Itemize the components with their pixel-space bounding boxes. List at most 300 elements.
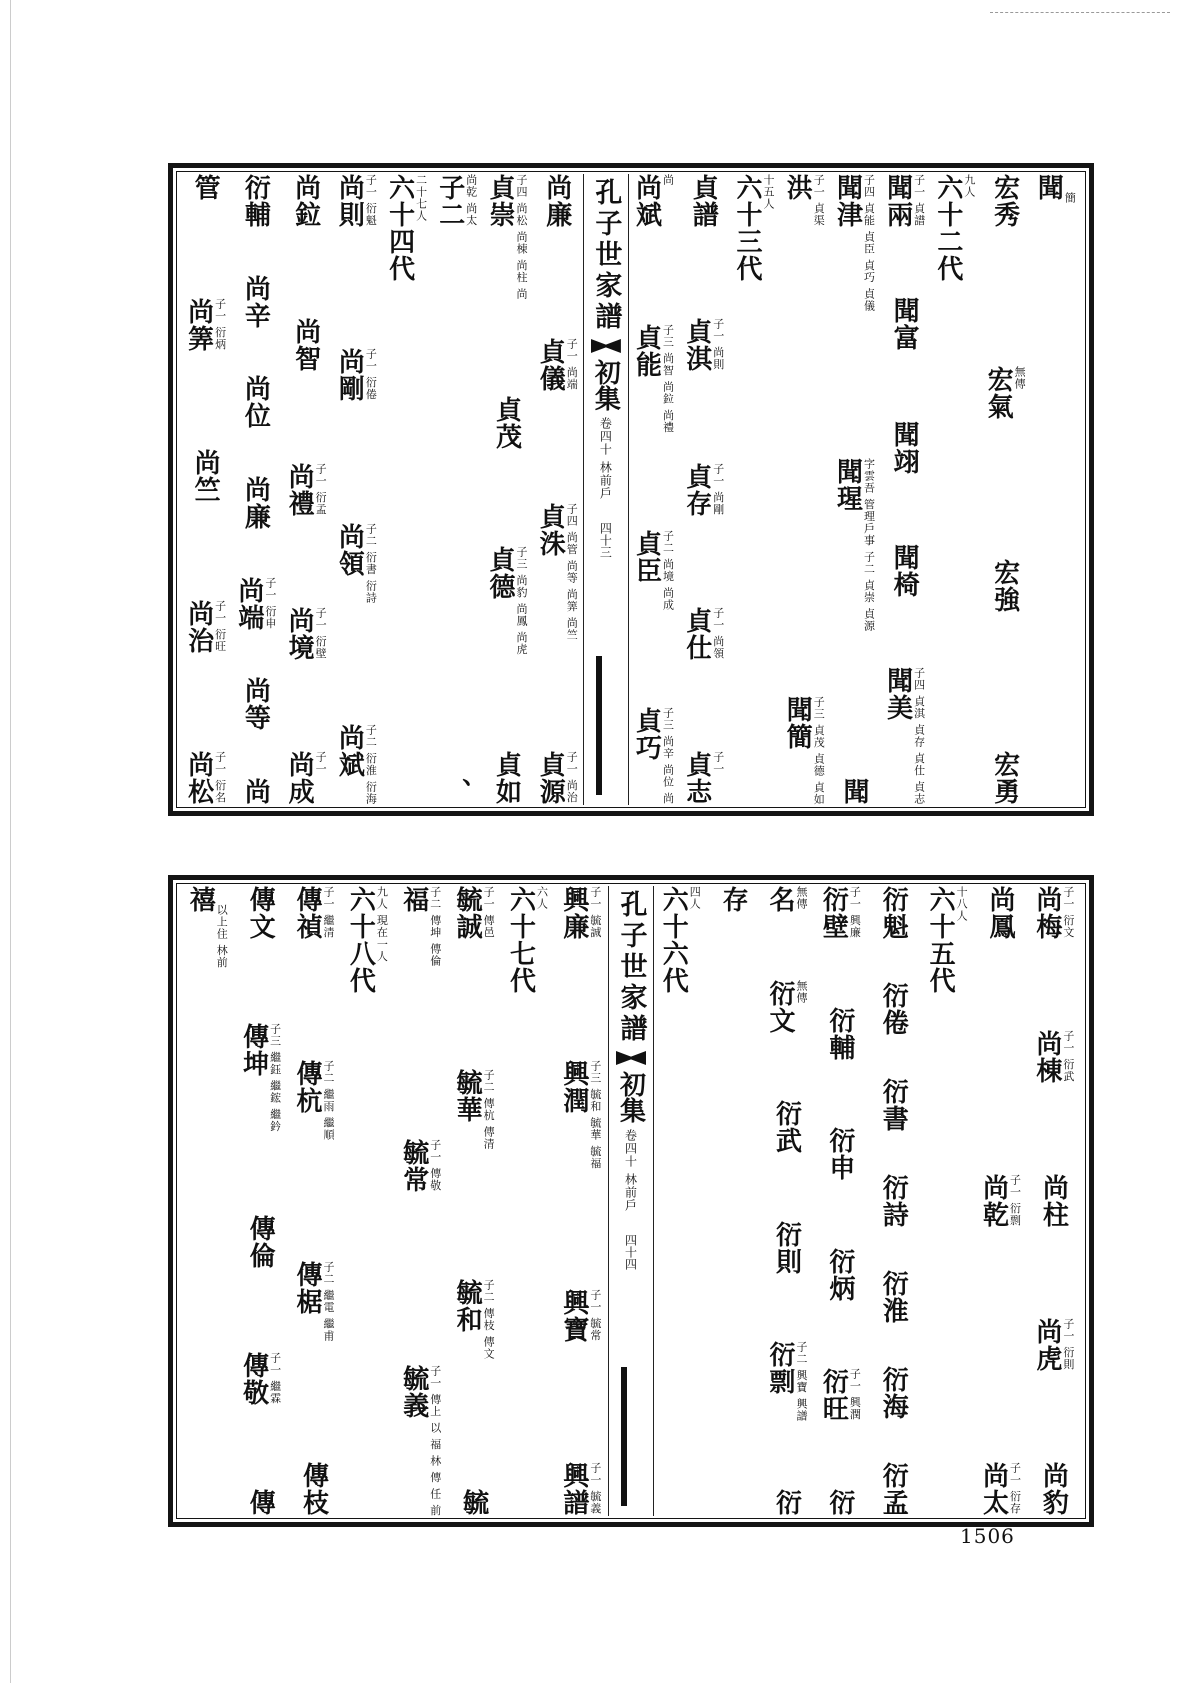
generation-heading-column	[729, 174, 779, 805]
person-note: 子一 貞渠	[812, 174, 826, 227]
generation-heading: 六十八代	[345, 886, 376, 994]
genealogy-entry	[238, 1022, 282, 1133]
genealogy-entry	[989, 558, 1020, 613]
person-note: 子一 尚則	[711, 318, 725, 371]
person-name: 衍詩	[878, 1174, 909, 1228]
person-name: 禧	[185, 886, 216, 913]
genealogy-entry	[384, 174, 428, 296]
generation-heading: 六十六代	[658, 886, 689, 994]
genealogy-entry	[660, 886, 701, 1008]
genealogy-column	[234, 886, 287, 1516]
genealogy-column	[629, 174, 679, 805]
genealogy-entry	[1035, 174, 1076, 204]
person-name: 聞兩	[882, 174, 913, 228]
bowtie-mark	[616, 1051, 646, 1065]
book-title: 孔子世家譜	[590, 178, 622, 333]
genealogy-entry	[880, 1174, 908, 1228]
genealogy-entry	[541, 174, 572, 228]
genealogy-entry	[1031, 1318, 1075, 1372]
folio-number: 四十三	[598, 521, 613, 558]
person-name: 聞津	[832, 174, 863, 228]
person-name: 衍魁	[878, 886, 909, 940]
person-name: 衍倦	[878, 982, 909, 1036]
person-note: 字雲吾 管理戶事 子二 貞崇 貞源	[862, 458, 876, 632]
binding-line	[10, 0, 11, 1683]
genealogy-entry	[631, 324, 675, 434]
genealogy-entry	[784, 696, 825, 806]
genealogy-entry	[487, 546, 528, 656]
person-name: 貞儀	[535, 338, 566, 393]
genealogy-entry	[291, 1060, 335, 1141]
person-note: 子一 尚剛	[711, 462, 725, 515]
person-name: 管	[190, 174, 221, 201]
person-name: 尚廉	[240, 475, 271, 530]
person-note: 尚	[661, 174, 675, 186]
scan-edge-line	[990, 12, 1170, 13]
person-name: 尚松	[183, 751, 214, 805]
genealogy-entry	[824, 1488, 855, 1516]
person-name: 尚端	[233, 576, 264, 631]
volume-label: 卷四十 林前戶	[623, 1129, 638, 1212]
genealogy-entry	[300, 1462, 328, 1516]
genealogy-column	[231, 174, 281, 805]
genealogy-entry	[764, 979, 808, 1034]
person-name: 尚成	[284, 751, 315, 805]
person-note: 子四 貞淇 貞存 貞仕 貞志	[912, 667, 926, 805]
generation-heading-column	[501, 886, 554, 1516]
person-name: 貞德	[485, 545, 516, 600]
person-name: 存	[718, 886, 749, 913]
person-name: 尚筭	[183, 298, 214, 352]
person-name: 貞茂	[491, 395, 522, 450]
person-note: 子二 傳枝 傳文	[482, 1279, 496, 1360]
person-name: 傳	[245, 1489, 276, 1516]
genealogy-entry	[1031, 886, 1075, 940]
genealogy-entry	[731, 174, 775, 296]
person-note: 子三 尚辛 尚位 尚	[661, 707, 675, 805]
person-note: 子四 尚管 尚等 尚筭 尚竺	[565, 502, 579, 641]
generation-heading-column	[930, 174, 980, 805]
genealogy-entry	[932, 174, 976, 296]
person-note: 無傳	[794, 979, 808, 1004]
genealogy-entry	[242, 375, 270, 429]
person-name: 衍剽	[764, 1341, 795, 1396]
genealogy-entry	[558, 1059, 602, 1170]
person-name: 、	[441, 778, 472, 805]
person-note: 子一 衍文	[1061, 886, 1075, 939]
genealogy-entry	[491, 750, 522, 805]
person-note: 子一 衍武	[1061, 1030, 1075, 1083]
genealogy-entry	[891, 421, 919, 475]
person-note: 子一 尚端	[565, 338, 579, 391]
person-note: 子一 衍壁	[314, 606, 328, 660]
genealogy-entry	[820, 886, 861, 940]
genealogy-entry	[247, 1215, 275, 1269]
genealogy-entry	[242, 778, 270, 805]
genealogy-entry	[880, 982, 908, 1036]
person-note: 子二 衍書 衍詩	[364, 522, 378, 604]
person-name: 傳禎	[291, 886, 322, 940]
person-name: 傳敬	[238, 1352, 269, 1407]
person-name: 尚棟	[1031, 1030, 1062, 1084]
person-name: 尚則	[334, 174, 365, 228]
genealogy-entry	[880, 1270, 908, 1324]
genealogy-entry	[183, 298, 227, 352]
genealogy-entry	[773, 1221, 801, 1275]
generation-heading-column	[654, 886, 707, 1516]
genealogy-entry	[491, 395, 522, 450]
genealogy-entry	[192, 449, 220, 503]
person-name: 尚廉	[541, 174, 572, 228]
person-name: 聞	[838, 778, 869, 805]
genealogy-column	[332, 174, 382, 805]
person-name: 尚辛	[240, 274, 271, 329]
person-name: 傳椐	[291, 1261, 322, 1315]
person-note: 子一 衍炳	[213, 298, 227, 351]
person-note: 子一	[314, 751, 328, 775]
person-name: 名	[764, 886, 795, 913]
person-name: 衍輔	[240, 174, 271, 228]
edition-label: 初集	[615, 1071, 646, 1123]
genealogy-entry	[1040, 1174, 1068, 1228]
person-note: 子三 尚智 尚鉝 尚禮	[661, 324, 675, 434]
person-note: 以上住 林前	[215, 904, 229, 969]
person-name: 尚鉝	[290, 174, 321, 228]
person-name: 尚智	[290, 318, 321, 373]
person-name: 尚斌	[334, 723, 365, 778]
person-name: 洪	[782, 174, 813, 201]
genealogy-entry	[690, 174, 718, 228]
person-name: 尚鳳	[984, 886, 1015, 940]
person-note: 子二 繼電 繼甫	[321, 1261, 335, 1342]
page-number: 1506	[960, 1524, 1015, 1548]
person-name: 衍淮	[878, 1270, 909, 1324]
person-name: 宏氣	[983, 366, 1014, 421]
person-name: 傳文	[245, 886, 276, 940]
person-note: 子二 尚境 尚成	[661, 530, 675, 612]
genealogy-entry	[487, 174, 528, 300]
genealogy-entry	[558, 1462, 602, 1516]
person-name: 聞	[1033, 174, 1064, 201]
genealogy-entry	[336, 523, 377, 604]
genealogy-column	[679, 174, 729, 805]
genealogy-entry	[980, 1174, 1021, 1228]
person-name: 貞存	[681, 462, 712, 517]
person-name: 衍海	[878, 1366, 909, 1420]
genealogy-column	[432, 174, 482, 805]
person-name: 衍孟	[878, 1462, 909, 1516]
genealogy-entry	[891, 297, 919, 351]
genealogy-entry	[398, 1138, 442, 1193]
genealogy-entry	[882, 667, 926, 805]
upper-register	[168, 163, 1094, 816]
person-name: 興潤	[558, 1059, 589, 1114]
genealogy-entry	[286, 463, 327, 517]
person-name: 衍	[824, 1488, 855, 1516]
person-note: 子一 衍魁	[364, 174, 378, 227]
person-name: 聞美	[882, 667, 913, 721]
generation-count: 四人	[688, 886, 702, 910]
genealogy-column	[707, 886, 760, 1516]
person-name: 聞富	[889, 297, 920, 352]
genealogy-entry	[183, 600, 227, 654]
generation-heading: 六十七代	[505, 886, 536, 994]
person-note: 子一 衍旺	[213, 600, 227, 653]
person-note: 子一 傳敬	[428, 1138, 442, 1192]
genealogy-entry	[681, 318, 725, 373]
person-note: 簡	[1063, 192, 1077, 204]
person-name: 尚太	[978, 1462, 1009, 1516]
person-name: 尚斌	[631, 174, 662, 228]
genealogy-entry	[1040, 1462, 1068, 1516]
person-name: 聞翊	[889, 420, 920, 475]
genealogy-entry	[989, 750, 1020, 805]
person-note: 子一 尚治	[565, 750, 579, 804]
genealogy-column	[281, 174, 331, 805]
person-note: 子二 傳坤 傳倫	[428, 886, 442, 967]
genealogy-entry	[880, 1462, 908, 1516]
genealogy-entry	[247, 1489, 275, 1516]
person-name: 尚豹	[1038, 1462, 1069, 1516]
genealogy-entry	[631, 707, 675, 805]
person-note: 子一 興潤	[848, 1368, 862, 1421]
person-note: 尚乾 尚太	[464, 174, 478, 227]
person-name: 傳倫	[245, 1215, 276, 1270]
genealogy-entry	[764, 1341, 808, 1423]
person-name: 尚竺	[190, 449, 221, 503]
person-name: 宏強	[989, 558, 1020, 613]
upper-columns	[181, 174, 1081, 805]
person-name: 興寶	[558, 1288, 589, 1343]
person-name: 興廉	[558, 886, 589, 940]
genealogy-entry	[989, 174, 1020, 228]
genealogy-column	[868, 886, 921, 1516]
genealogy-column	[395, 886, 448, 1516]
person-note: 子二 衍淮 衍海	[364, 723, 378, 805]
genealogy-entry	[784, 174, 825, 227]
person-name: 貞能	[631, 324, 662, 379]
person-note: 子二 興寶 興譜	[794, 1341, 808, 1423]
person-name: 子二	[434, 174, 465, 228]
person-note: 子一 傳上 以 福 林 傳 任 前	[428, 1364, 442, 1516]
person-name: 尚虎	[1031, 1318, 1062, 1372]
person-name: 尚境	[284, 606, 315, 661]
person-name: 尚等	[240, 677, 271, 732]
genealogy-column	[880, 174, 930, 805]
genealogy-entry	[336, 724, 377, 805]
genealogy-entry	[980, 1462, 1021, 1516]
person-name: 衍輔	[824, 1006, 855, 1061]
center-spine-upper	[583, 174, 629, 805]
person-note: 子一 繼霖	[268, 1352, 282, 1405]
genealogy-column	[1031, 174, 1081, 805]
genealogy-column	[981, 174, 1031, 805]
person-name: 貞崇	[485, 174, 516, 228]
person-name: 尚柱	[1038, 1174, 1069, 1228]
book-title: 孔子世家譜	[615, 890, 647, 1045]
person-name: 貞志	[681, 751, 712, 805]
person-note: 子三 尚豹 尚鳳 尚虎	[515, 545, 529, 656]
person-name: 尚領	[334, 522, 365, 577]
person-name: 興譜	[558, 1462, 589, 1516]
genealogy-entry	[764, 886, 808, 913]
genealogy-entry	[233, 576, 277, 631]
person-note: 無傳	[794, 886, 808, 910]
lower-register	[168, 875, 1094, 1527]
genealogy-entry	[336, 348, 377, 402]
genealogy-entry	[443, 778, 471, 805]
person-note: 子一 興廉	[848, 886, 862, 939]
genealogy-entry	[834, 458, 875, 632]
generation-heading: 六十二代	[932, 174, 963, 282]
person-name: 毓誠	[452, 886, 483, 940]
person-name: 衍則	[771, 1220, 802, 1275]
genealogy-column	[181, 886, 234, 1516]
person-name: 尚	[240, 777, 271, 805]
center-spine-lower	[608, 886, 654, 1516]
genealogy-entry	[631, 174, 675, 228]
genealogy-column	[448, 886, 501, 1516]
genealogy-column	[555, 886, 608, 1516]
person-note: 子一 繼清	[321, 886, 335, 939]
person-name: 宏秀	[989, 174, 1020, 228]
genealogy-entry	[242, 476, 270, 530]
generation-count: 九人 現在一人	[375, 886, 389, 963]
person-note: 子一 毓誠	[588, 886, 602, 939]
genealogy-column	[814, 886, 867, 1516]
person-name: 衍炳	[824, 1247, 855, 1302]
genealogy-entry	[187, 886, 228, 969]
genealogy-entry	[242, 275, 270, 329]
person-note: 子一 衍名	[213, 751, 227, 804]
genealogy-column	[1028, 886, 1081, 1516]
genealogy-entry	[537, 503, 578, 641]
person-name: 衍書	[878, 1078, 909, 1132]
genealogy-entry	[247, 886, 275, 940]
genealogy-entry	[434, 174, 478, 228]
genealogy-entry	[537, 751, 578, 805]
genealogy-entry	[824, 1247, 855, 1302]
person-note: 子一 衍存	[1008, 1462, 1022, 1515]
fishtail-mark	[596, 656, 602, 795]
genealogy-entry	[720, 886, 748, 913]
fishtail-mark	[621, 1367, 627, 1506]
generation-count: 六人	[535, 886, 549, 910]
genealogy-entry	[880, 1366, 908, 1420]
genealogy-entry	[347, 886, 388, 1008]
genealogy-entry	[1031, 1030, 1075, 1084]
genealogy-entry	[192, 174, 220, 201]
genealogy-entry	[882, 174, 926, 228]
genealogy-entry	[183, 751, 227, 805]
edition-label: 初集	[590, 359, 621, 411]
generation-heading: 六十四代	[384, 174, 415, 282]
genealogy-entry	[454, 1069, 495, 1150]
genealogy-entry	[507, 886, 548, 1008]
generation-heading: 六十三代	[731, 174, 762, 282]
genealogy-entry	[838, 778, 869, 805]
person-name: 貞如	[491, 750, 522, 805]
person-name: 聞椅	[889, 543, 920, 598]
person-name: 聞簡	[782, 695, 813, 750]
person-name: 貞巧	[631, 707, 662, 762]
person-name: 尚乾	[978, 1174, 1009, 1228]
person-name: 衍申	[824, 1127, 855, 1182]
person-note: 子一 衍則	[1061, 1318, 1075, 1371]
genealogy-entry	[681, 462, 725, 517]
genealogy-entry	[558, 1288, 602, 1343]
person-note: 子三 貞茂 貞德 貞如	[812, 695, 826, 805]
person-name: 聞瑆	[832, 458, 863, 512]
person-name: 衍	[771, 1488, 802, 1516]
folio-number: 四十四	[623, 1233, 638, 1270]
genealogy-entry	[820, 1368, 861, 1422]
person-name: 毓常	[398, 1138, 429, 1193]
genealogy-entry	[927, 886, 968, 1008]
genealogy-entry	[290, 174, 321, 228]
person-name: 毓和	[452, 1279, 483, 1333]
genealogy-entry	[773, 1489, 801, 1516]
person-name: 傳坤	[238, 1022, 269, 1077]
person-name: 毓華	[452, 1069, 483, 1123]
genealogy-entry	[458, 1489, 489, 1516]
generation-heading-column	[921, 886, 974, 1516]
genealogy-entry	[681, 751, 725, 805]
person-name: 貞源	[535, 750, 566, 805]
genealogy-entry	[834, 174, 875, 312]
bowtie-mark	[591, 339, 621, 353]
generation-heading: 六十五代	[925, 886, 956, 994]
genealogy-entry	[824, 1006, 855, 1061]
genealogy-entry	[291, 1261, 335, 1342]
person-note: 子一 衍申	[263, 576, 277, 630]
genealogy-entry	[286, 751, 327, 805]
person-note: 子一	[711, 751, 725, 775]
generation-count: 二十七人	[414, 174, 428, 222]
person-name: 衍文	[764, 979, 795, 1034]
person-note: 子一 傳邑	[482, 886, 496, 939]
person-name: 毓義	[398, 1364, 429, 1419]
genealogy-column	[482, 174, 532, 805]
person-name: 尚位	[240, 375, 271, 430]
person-name: 貞譜	[688, 174, 719, 228]
person-note: 子四 尚松 尚棟 尚柱 尚	[515, 174, 529, 300]
person-note: 子二 傳杭 傳清	[482, 1069, 496, 1150]
genealogy-entry	[880, 1078, 908, 1132]
person-note: 子一 尚領	[711, 606, 725, 660]
genealogy-entry	[290, 318, 321, 373]
person-note: 子一 衍剽	[1008, 1174, 1022, 1227]
person-note: 子一 衍孟	[314, 462, 328, 515]
person-note: 子一 衍倦	[364, 348, 378, 401]
person-name: 尚剛	[334, 348, 365, 403]
generation-count: 九人	[962, 174, 976, 198]
person-note: 子一 貞譜	[912, 174, 926, 227]
genealogy-entry	[336, 174, 377, 228]
generation-heading-column	[382, 174, 432, 805]
genealogy-column	[288, 886, 341, 1516]
genealogy-entry	[398, 1364, 442, 1516]
genealogy-entry	[880, 886, 908, 940]
person-note: 子三 毓和 毓華 毓福	[588, 1059, 602, 1169]
genealogy-entry	[398, 886, 442, 967]
person-name: 傳杭	[291, 1060, 322, 1114]
genealogy-entry	[558, 886, 602, 940]
person-name: 貞臣	[631, 530, 662, 585]
volume-label: 卷四十 林前戶	[598, 417, 613, 500]
person-note: 子一 毓義	[588, 1462, 602, 1515]
person-note: 子四 貞能 貞臣 貞巧 貞儀	[862, 174, 876, 312]
